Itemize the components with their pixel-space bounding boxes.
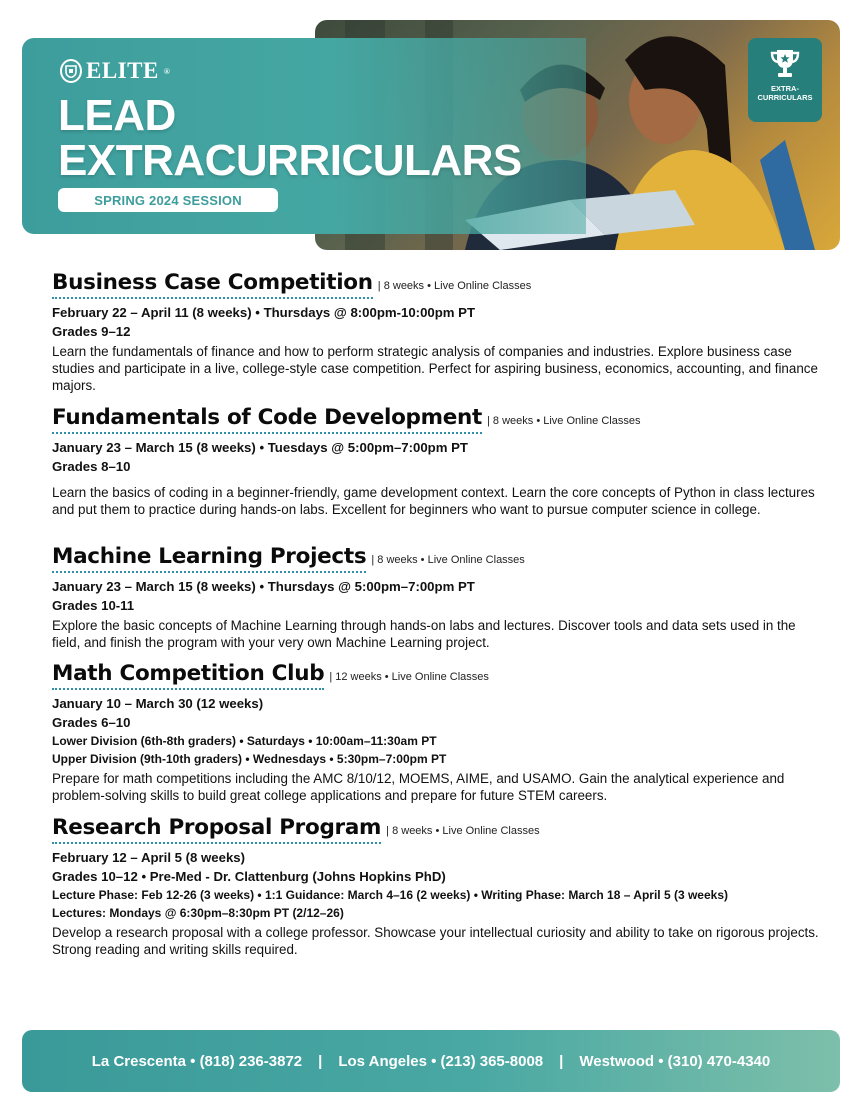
- program-description: Learn the fundamentals of finance and how to perform strategic analysis of companies and industries. Explore business case studies and participate in a live, college-style case competition. Perfect for aspiring business, economics, accounting, and finance majors.: [52, 344, 818, 393]
- program-grades: Grades 10-11: [52, 598, 135, 613]
- program-meta: | 8 weeks • Live Online Classes: [377, 280, 532, 292]
- program-code-development: [52, 405, 822, 518]
- elite-logo: ELITE ®: [60, 58, 170, 84]
- program-schedule: January 10 – March 30 (12 weeks): [52, 696, 264, 711]
- program-title: Math Competition Club: [52, 661, 324, 690]
- program-title: Business Case Competition: [52, 270, 373, 299]
- program-meta: | 8 weeks • Live Online Classes: [487, 415, 641, 427]
- program-schedule: January 23 – March 15 (8 weeks) • Tuesdays @ 5:00pm–7:00pm PT: [52, 440, 468, 455]
- program-business-case: [52, 270, 822, 394]
- footer-locations: [22, 1030, 840, 1092]
- session-label: SPRING 2024 SESSION: [58, 188, 278, 212]
- program-machine-learning: [52, 544, 822, 651]
- program-description: Learn the basics of coding in a beginner-friendly, game development context. Learn the core concepts of Python in class lectures and put them to practice during hands-on labs. Excellent for beginners who want to pursue computer science in college.: [52, 485, 815, 517]
- separator: |: [318, 1052, 323, 1070]
- program-schedule: January 23 – March 15 (8 weeks) • Thursdays @ 5:00pm–7:00pm PT: [52, 579, 475, 594]
- program-grades: Grades 6–10: [52, 715, 131, 730]
- program-division: Lower Division (6th-8th graders) • Saturdays • 10:00am–11:30am PT: [52, 734, 437, 748]
- program-grades: Grades 9–12: [52, 324, 131, 339]
- page-title-line2: EXTRACURRICULARS: [58, 136, 522, 185]
- program-description: Develop a research proposal with a college professor. Showcase your intellectual curiosity and ability to take on rigorous projects. Strong reading and writing skills required.: [52, 925, 819, 957]
- trophy-icon: [768, 46, 802, 80]
- program-title: Machine Learning Projects: [52, 544, 366, 573]
- shield-icon: [60, 59, 82, 83]
- program-research-proposal: [52, 815, 822, 958]
- location-westwood: Westwood • (310) 470-4340: [579, 1052, 771, 1070]
- program-meta: | 8 weeks • Live Online Classes: [371, 554, 525, 566]
- program-schedule: February 22 – April 11 (8 weeks) • Thursdays @ 8:00pm-10:00pm PT: [52, 305, 476, 320]
- program-meta: | 8 weeks • Live Online Classes: [386, 825, 540, 837]
- program-meta: | 12 weeks • Live Online Classes: [329, 671, 489, 683]
- program-title: Fundamentals of Code Development: [52, 405, 482, 434]
- program-title: Research Proposal Program: [52, 815, 381, 844]
- brand-name: ELITE: [86, 58, 159, 83]
- extracurriculars-badge: [748, 38, 822, 122]
- location-los-angeles: Los Angeles • (213) 365-8008: [338, 1052, 544, 1070]
- program-math-competition: [52, 661, 822, 804]
- program-grades: Grades 8–10: [52, 459, 131, 474]
- page-title-line1: LEAD: [58, 91, 176, 140]
- badge-label: EXTRA- CURRICULARS: [757, 84, 813, 102]
- program-description: Prepare for math competitions including the AMC 8/10/12, MOEMS, AIME, and USAMO. Gain the analytical experience and problem-solving skills to build great college applications and prepare for future STEM careers.: [52, 771, 785, 803]
- program-schedule: February 12 – April 5 (8 weeks): [52, 850, 246, 865]
- program-phases: Lecture Phase: Feb 12-26 (3 weeks) • 1:1 Guidance: March 4–16 (2 weeks) • Writing Phase: March 18 – April 5 (3 weeks): [52, 888, 729, 902]
- program-description: Explore the basic concepts of Machine Learning through hands-on labs and lectures. Discover tools and data sets used in the field, and finish the program with your very own Machine Learning project.: [52, 618, 796, 650]
- location-la-crescenta: La Crescenta • (818) 236-3872: [91, 1052, 303, 1070]
- separator: |: [559, 1052, 564, 1070]
- program-lectures: Lectures: Mondays @ 6:30pm–8:30pm PT (2/12–26): [52, 906, 344, 920]
- program-division: Upper Division (9th-10th graders) • Wednesdays • 5:30pm–7:00pm PT: [52, 752, 447, 766]
- program-grades: Grades 10–12 • Pre-Med - Dr. Clattenburg (Johns Hopkins PhD): [52, 869, 446, 884]
